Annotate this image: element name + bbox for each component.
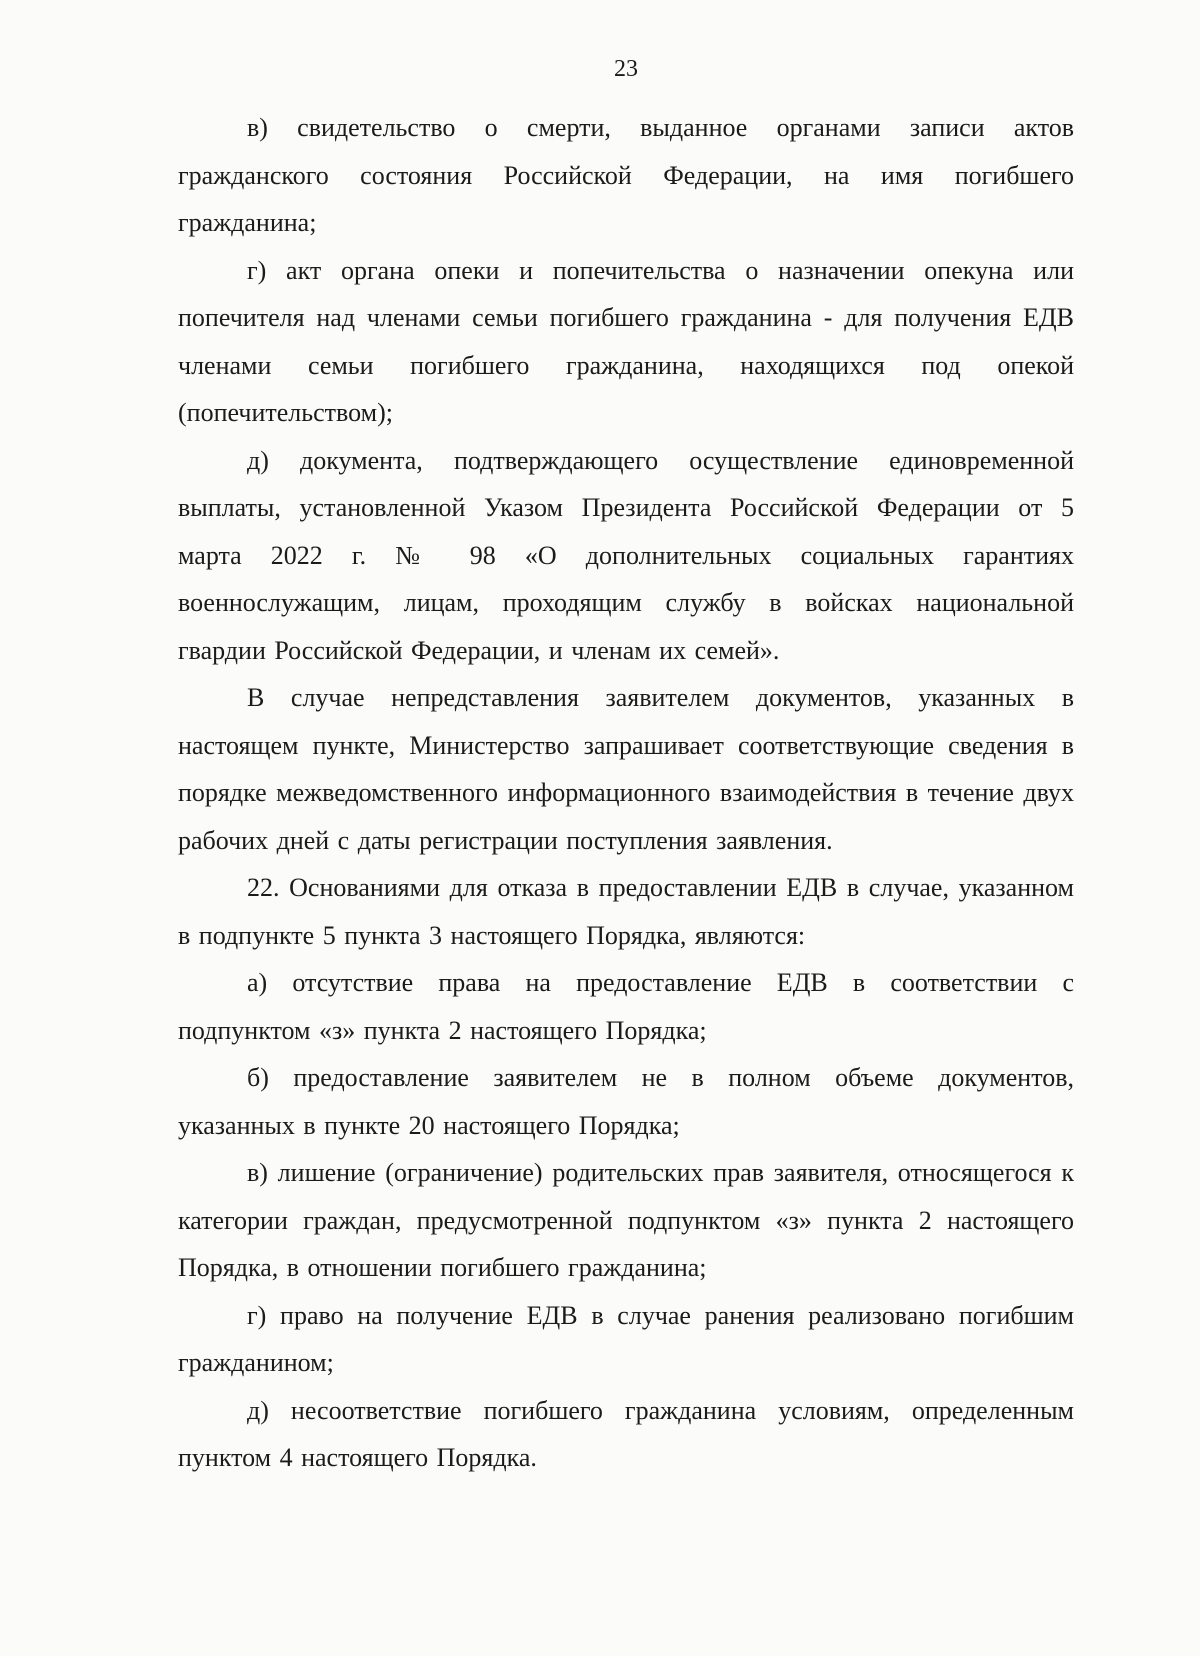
page-number: 23: [614, 56, 638, 82]
paragraph-22-refusal-grounds: 22. Основаниями для отказа в предоставлении ЕДВ в случае, указанном в подпункте 5 пункта 3 настоящего Порядка, являются:: [178, 873, 1074, 950]
paragraph-interagency-request: В случае непредставления заявителем документов, указанных в настоящем пункте, Министерство запрашивает соответствующие сведения в порядке межведомственного информационного взаимодействия в течение двух рабочих дней с даты регистрации поступления заявления.: [178, 683, 1074, 855]
paragraph-v-death-certificate: в) свидетельство о смерти, выданное органами записи актов гражданского состояния Российской Федерации, на имя погибшего гражданина;: [178, 113, 1074, 237]
paragraph-v-parental-rights: в) лишение (ограничение) родительских прав заявителя, относящегося к категории граждан, предусмотренной подпунктом «з» пункта 2 настоящего Порядка, в отношении погибшего гражданина;: [178, 1158, 1074, 1282]
paragraph-d-payment-document: д) документа, подтверждающего осуществление единовременной выплаты, установленной Указом Президента Российской Федерации от 5 марта 2022 г. № 98 «О дополнительных социальных гарантиях военнослужащим, лицам, проходящим службу в войсках национальной гвардии Российской Федерации, и членам их семей».: [178, 445, 1074, 665]
paragraph-a-no-right: а) отсутствие права на предоставление ЕДВ в соответствии с подпунктом «з» пункта 2 настоящего Порядка;: [178, 968, 1074, 1045]
document-body: [178, 104, 1074, 1482]
paragraph-b-incomplete-documents: б) предоставление заявителем не в полном объеме документов, указанных в пункте 20 настоящего Порядка;: [178, 1063, 1074, 1140]
paragraph-g-guardianship-act: г) акт органа опеки и попечительства о назначении опекуна или попечителя над членами семьи погибшего гражданина - для получения ЕДВ членами семьи погибшего гражданина, находящихся под опекой (попечительством);: [178, 255, 1074, 427]
paragraph-d-noncompliance: д) несоответствие погибшего гражданина условиям, определенным пунктом 4 настоящего Порядка.: [178, 1395, 1074, 1472]
paragraph-g-right-realized: г) право на получение ЕДВ в случае ранения реализовано погибшим гражданином;: [178, 1300, 1074, 1377]
